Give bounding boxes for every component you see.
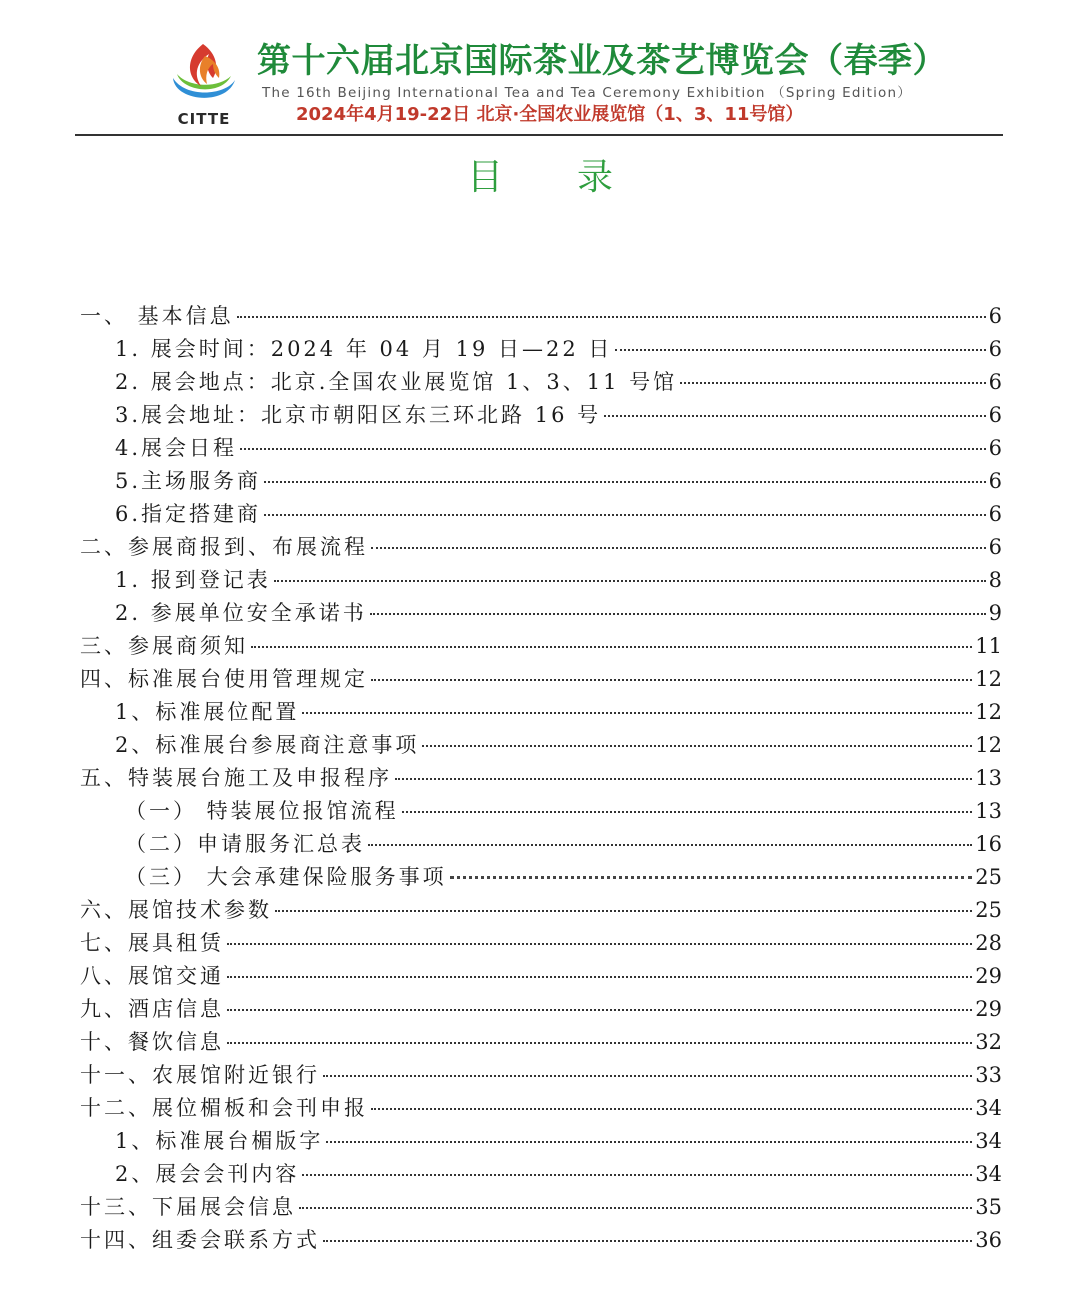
toc-entry[interactable]: [80, 960, 1002, 993]
toc-entry[interactable]: [80, 1191, 1002, 1224]
toc-entry-label: 一、 基本信息: [80, 304, 234, 328]
toc-entry[interactable]: [80, 696, 1002, 729]
toc-dot-leader: [299, 1207, 972, 1209]
toc-entry[interactable]: [80, 828, 1002, 861]
toc-entry-label: 八、展馆交通: [80, 964, 224, 988]
toc-dot-leader: [370, 613, 986, 615]
toc-entry[interactable]: [80, 1224, 1002, 1257]
toc-page-number: 8: [988, 568, 1002, 592]
toc-entry-label: 十一、农展馆附近银行: [80, 1063, 320, 1087]
exhibition-title-en: The 16th Beijing International Tea and Tea Ceremony Exhibition （Spring Edition）: [262, 85, 912, 101]
toc-dot-leader: [422, 745, 972, 747]
toc-page-number: 25: [975, 898, 1002, 922]
toc-page-number: 12: [975, 667, 1002, 691]
toc-entry-label: 1、标准展台楣版字: [115, 1129, 324, 1153]
header-divider: [75, 134, 1003, 136]
flame-logo-icon: [165, 40, 243, 110]
toc-dot-leader: [323, 1075, 972, 1077]
toc-entry-label: 十三、下届展会信息: [80, 1195, 296, 1219]
toc-entry[interactable]: [80, 465, 1002, 498]
toc-entry[interactable]: [80, 399, 1002, 432]
toc-dot-leader: [227, 1042, 972, 1044]
toc-entry[interactable]: [80, 927, 1002, 960]
toc-entry-label: 十二、展位楣板和会刊申报: [80, 1096, 368, 1120]
toc-entry-label: 五、特装展台施工及申报程序: [80, 766, 392, 790]
toc-page-number: 13: [975, 799, 1002, 823]
toc-entry[interactable]: [80, 300, 1002, 333]
toc-page-number: 34: [975, 1096, 1002, 1120]
toc-entry-label: 七、展具租赁: [80, 931, 224, 955]
toc-page-number: 16: [975, 832, 1002, 856]
toc-entry[interactable]: [80, 498, 1002, 531]
toc-entry[interactable]: [80, 729, 1002, 762]
toc-entry-label: 2、标准展台参展商注意事项: [115, 733, 420, 757]
toc-entry-label: （二）申请服务汇总表: [125, 832, 365, 856]
toc-page-number: 6: [988, 535, 1002, 559]
toc-dot-leader: [680, 382, 985, 384]
toc-page-number: 12: [975, 733, 1002, 757]
toc-entry[interactable]: [80, 432, 1002, 465]
toc-page-number: 6: [988, 370, 1002, 394]
toc-dot-leader: [275, 910, 972, 912]
toc-entry-label: 十、餐饮信息: [80, 1030, 224, 1054]
toc-entry-label: 1、标准展位配置: [115, 700, 300, 724]
toc-dot-leader: [371, 1108, 972, 1110]
toc-page-number: 34: [975, 1162, 1002, 1186]
toc-entry-label: 二、参展商报到、布展流程: [80, 535, 368, 559]
toc-page-number: 12: [975, 700, 1002, 724]
document-header: [0, 0, 1080, 140]
toc-entry-label: （一） 特装展位报馆流程: [125, 799, 399, 823]
toc-dot-leader: [251, 646, 972, 648]
toc-dot-leader: [302, 1174, 972, 1176]
toc-page-number: 6: [988, 403, 1002, 427]
toc-entry[interactable]: [80, 366, 1002, 399]
toc-entry-label: 1. 报到登记表: [115, 568, 271, 592]
toc-dot-leader: [604, 415, 986, 417]
toc-dot-leader: [395, 778, 972, 780]
toc-heading: 目录: [466, 157, 687, 198]
toc-entry-label: 1. 展会时间：2024 年 04 月 19 日—22 日: [115, 337, 613, 361]
toc-page-number: 29: [975, 997, 1002, 1021]
toc-entry[interactable]: [80, 894, 1002, 927]
toc-page-number: 6: [988, 304, 1002, 328]
toc-entry-label: 2. 参展单位安全承诺书: [115, 601, 367, 625]
toc-entry-label: 3.展会地址：北京市朝阳区东三环北路 16 号: [115, 403, 602, 427]
toc-dot-leader: [264, 481, 986, 483]
toc-entry[interactable]: [80, 1092, 1002, 1125]
toc-page-number: 34: [975, 1129, 1002, 1153]
toc-entry[interactable]: [80, 795, 1002, 828]
toc-entry-label: 九、酒店信息: [80, 997, 224, 1021]
toc-page-number: 6: [988, 337, 1002, 361]
toc-dot-leader: [274, 580, 986, 582]
exhibition-date-venue: 2024年4月19-22日 北京·全国农业展览馆（1、3、11号馆）: [296, 104, 804, 125]
toc-dot-leader: [264, 514, 986, 516]
citte-logo: [165, 40, 243, 132]
toc-dot-leader: [368, 844, 972, 846]
toc-entry-label: 四、标准展台使用管理规定: [80, 667, 368, 691]
toc-entry[interactable]: [80, 531, 1002, 564]
toc-dot-leader: [240, 448, 986, 450]
toc-page-number: 32: [975, 1030, 1002, 1054]
toc-entry[interactable]: [80, 993, 1002, 1026]
toc-dot-leader: [615, 349, 985, 351]
toc-entry[interactable]: [80, 333, 1002, 366]
toc-entry[interactable]: [80, 630, 1002, 663]
toc-entry-label: 十四、组委会联系方式: [80, 1228, 320, 1252]
toc-page-number: 11: [975, 634, 1002, 658]
toc-entry[interactable]: [80, 861, 1002, 894]
toc-dot-leader: [323, 1240, 972, 1242]
toc-dot-leader: [371, 679, 972, 681]
toc-entry-label: 六、展馆技术参数: [80, 898, 272, 922]
toc-entry[interactable]: [80, 663, 1002, 696]
toc-page-number: 6: [988, 436, 1002, 460]
toc-page-number: 28: [975, 931, 1002, 955]
toc-entry[interactable]: [80, 1026, 1002, 1059]
toc-page-number: 35: [975, 1195, 1002, 1219]
table-of-contents: [80, 300, 1002, 1257]
exhibition-title-cn: 第十六届北京国际茶业及茶艺博览会（春季）: [257, 41, 947, 81]
toc-entry-label: 4.展会日程: [115, 436, 238, 460]
toc-entry[interactable]: [80, 564, 1002, 597]
toc-dot-leader: [227, 1009, 972, 1011]
toc-page-number: 29: [975, 964, 1002, 988]
toc-dot-leader: [326, 1141, 972, 1143]
toc-entry-label: （三） 大会承建保险服务事项: [125, 865, 447, 889]
toc-page-number: 13: [975, 766, 1002, 790]
toc-entry[interactable]: [80, 1059, 1002, 1092]
toc-entry[interactable]: [80, 1158, 1002, 1191]
toc-entry-label: 5.主场服务商: [115, 469, 262, 493]
toc-page-number: 6: [988, 502, 1002, 526]
toc-entry[interactable]: [80, 762, 1002, 795]
toc-dot-leader: [302, 712, 972, 714]
toc-dot-leader: [402, 811, 973, 813]
toc-entry-label: 2. 展会地点：北京.全国农业展览馆 1、3、11 号馆: [115, 370, 678, 394]
toc-page-number: 25: [975, 865, 1002, 889]
toc-page-number: 33: [975, 1063, 1002, 1087]
toc-entry[interactable]: [80, 597, 1002, 630]
toc-entry[interactable]: [80, 1125, 1002, 1158]
toc-entry-label: 2、展会会刊内容: [115, 1162, 300, 1186]
toc-page-number: 6: [988, 469, 1002, 493]
toc-dot-leader: [227, 943, 972, 945]
toc-dot-leader: [227, 976, 972, 978]
logo-text: CITTE: [177, 110, 231, 128]
toc-page-number: 9: [988, 601, 1002, 625]
toc-dot-leader: [237, 316, 986, 318]
toc-entry-label: 三、参展商须知: [80, 634, 248, 658]
toc-entry-label: 6.指定搭建商: [115, 502, 262, 526]
toc-dot-leader: [450, 876, 973, 879]
toc-page-number: 36: [975, 1228, 1002, 1252]
toc-dot-leader: [371, 547, 986, 549]
